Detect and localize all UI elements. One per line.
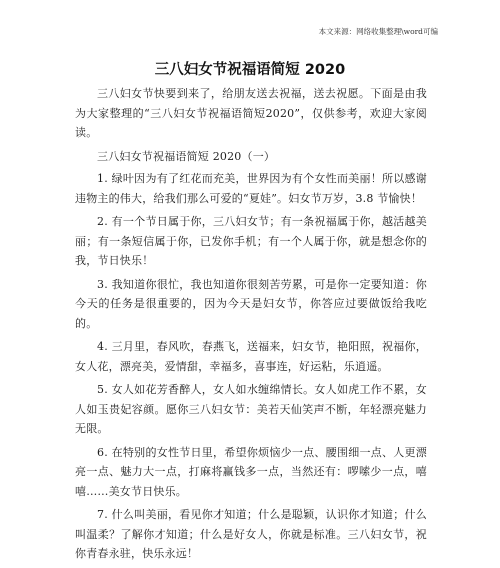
blessing-item-6: 6. 在特别的女性节日里，希望你烦恼少一点、腰围细一点、人更漂亮一点、魅力大一点，打麻将赢钱多一点，当然还有：啰嗦少一点，嘻嘻……美女节日快乐。 <box>75 445 427 498</box>
source-note: 本文来源：网络收集整理\word可编 <box>318 27 438 36</box>
blessing-item-1: 1. 绿叶因为有了红花而充美，世界因为有个女性而美丽！所以感谢违物主的伟大，给我们那么可爱的“夏娃”。妇女节万岁，3.8 节愉快！ <box>75 172 427 205</box>
document-title: 三八妇女节祝福语简短 2020 <box>154 62 346 78</box>
blessing-item-2: 2. 有一个节日属于你，三八妇女节；有一条祝福属于你，越活越美丽；有一条短信属于你，已发你手机；有一个人属于你，就是想念你的我，节日快乐！ <box>75 215 427 267</box>
document-body <box>75 84 427 568</box>
intro-paragraph: 三八妇女节快要到来了，给朋友送去祝福，送去祝愿。下面是由我为大家整理的“三八妇女节祝福语简短2020”，仅供参考，欢迎大家阅读。 <box>75 87 427 139</box>
section-subheading: 三八妇女节祝福语简短 2020（一） <box>97 149 276 163</box>
blessing-item-4: 4. 三月里，春风吹，春燕飞，送福来，妇女节，艳阳照，祝福你，女人花，漂亮美，爱情甜，幸福多，喜事连，好运粘，乐逍遥。 <box>75 340 427 373</box>
blessing-item-7: 7. 什么叫美丽，看见你才知道；什么是聪颖，认识你才知道；什么叫温柔？了解你才知道；什么是好女人，你就是标准。三八妇女节，祝你青春永驻，快乐永远！ <box>75 508 427 560</box>
blessing-item-5: 5. 女人如花芳香醉人，女人如水缠绵情长。女人如虎工作不累，女人如玉贵妃容颜。愿你三八妇女节：美若天仙笑声不断，年轻漂亮魅力无限。 <box>75 383 427 435</box>
blessing-item-3: 3. 我知道你很忙，我也知道你很刻苦劳累，可是你一定要知道：你今天的任务是很重要的，因为今天是妇女节，你答应过要做饭给我吃的。 <box>75 277 427 330</box>
